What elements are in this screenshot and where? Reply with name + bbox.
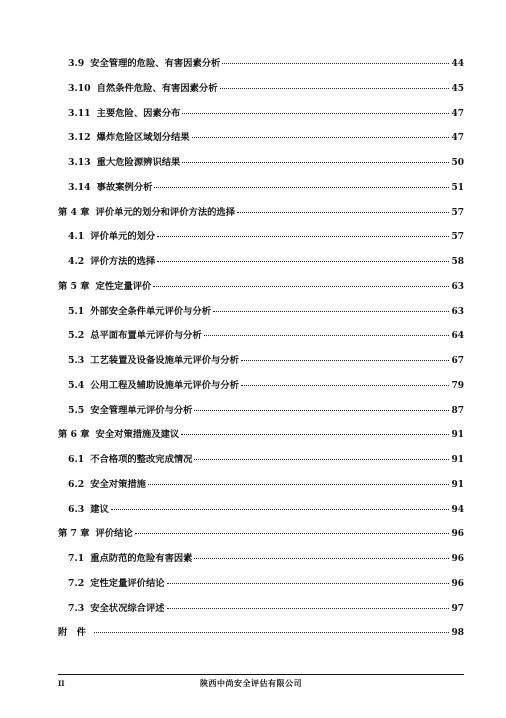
toc-dot-leader [153, 286, 449, 287]
toc-entry-page: 96 [451, 554, 464, 564]
toc-dot-leader [181, 434, 449, 435]
toc-entry-number: 3.10 [68, 82, 91, 94]
toc-entry-title: 重点防范的危险有害因素 [90, 553, 193, 564]
toc-dot-leader [167, 583, 450, 584]
toc-section-entry[interactable] [58, 547, 464, 572]
toc-dot-leader [194, 558, 449, 559]
toc-entry-page: 97 [451, 603, 464, 614]
toc-entry-number: 5.1 [68, 305, 85, 317]
toc-entry-page: 94 [451, 504, 464, 515]
toc-entry-title: 定性定量评价 [95, 280, 152, 292]
toc-section-entry[interactable] [58, 597, 464, 622]
toc-entry-number: 第 4 章 [58, 206, 90, 218]
toc-section-entry[interactable] [58, 572, 464, 597]
toc-dot-leader [154, 187, 449, 188]
footer-page-number: II [58, 679, 65, 688]
toc-dot-leader [182, 162, 449, 163]
toc-entry-number: 7.1 [68, 553, 85, 564]
toc-section-entry[interactable] [58, 176, 464, 201]
toc-entry-title: 建议 [90, 503, 109, 515]
toc-section-entry[interactable] [58, 126, 464, 151]
toc-entry-number: 5.5 [68, 404, 85, 416]
toc-entry-page: 64 [451, 331, 464, 342]
toc-entry-number: 5.4 [68, 379, 85, 391]
footer-rule [58, 674, 464, 675]
toc-entry-page: 57 [451, 232, 464, 243]
toc-dot-leader [182, 113, 449, 114]
toc-entry-number: 7.3 [68, 602, 85, 614]
toc-chapter-entry[interactable] [58, 201, 464, 226]
toc-entry-title: 主要危险、因素分布 [96, 107, 181, 119]
toc-entry-page: 50 [451, 158, 464, 168]
toc-section-entry[interactable] [58, 324, 464, 349]
toc-entry-number: 第 7 章 [58, 528, 90, 540]
toc-entry-page: 91 [451, 479, 464, 490]
toc-entry-number: 3.14 [68, 181, 91, 193]
toc-entry-title: 安全对策措施及建议 [95, 429, 180, 441]
toc-entry-number: 第 6 章 [58, 429, 90, 441]
toc-entry-title: 评价单元的划分和评价方法的选择 [95, 206, 236, 218]
toc-dot-leader [237, 212, 449, 213]
toc-entry-page: 45 [451, 83, 464, 94]
toc-entry-title: 评价方法的选择 [90, 256, 156, 267]
toc-entry-page: 47 [451, 108, 464, 119]
toc-entry-page: 51 [451, 182, 464, 193]
toc-entry-title: 事故案例分析 [96, 181, 153, 193]
toc-chapter-entry[interactable] [58, 621, 464, 646]
toc-dot-leader [241, 385, 450, 386]
toc-entry-page: 44 [451, 59, 464, 69]
toc-entry-number: 4.1 [68, 231, 85, 243]
toc-section-entry[interactable] [58, 77, 464, 102]
toc-dot-leader [135, 533, 450, 534]
toc-entry-page: 67 [451, 356, 464, 366]
toc-entry-number: 第 5 章 [58, 280, 90, 292]
toc-entry-title: 自然条件危险、有害因素分析 [96, 82, 218, 94]
toc-entry-page: 96 [451, 578, 464, 589]
toc-entry-page: 96 [451, 529, 464, 540]
toc-dot-leader [167, 608, 450, 609]
toc-entry-number: 3.11 [68, 107, 91, 119]
toc-entry-title: 外部安全条件单元评价与分析 [90, 305, 212, 317]
toc-section-entry[interactable] [58, 151, 464, 176]
toc-entry-page: 79 [451, 380, 464, 391]
toc-entry-page: 98 [451, 628, 464, 639]
toc-entry-number: 5.2 [68, 330, 85, 342]
toc-entry-title: 工艺装置及设备设施单元评价与分析 [90, 355, 239, 366]
toc-section-entry[interactable] [58, 225, 464, 250]
toc-entry-title: 评价结论 [95, 528, 133, 540]
toc-entry-number: 5.3 [68, 355, 85, 366]
toc-dot-leader [157, 261, 449, 262]
toc-entry-page: 91 [451, 430, 464, 441]
toc-section-entry[interactable] [58, 52, 464, 77]
toc-section-entry[interactable] [58, 300, 464, 325]
toc-section-entry[interactable] [58, 473, 464, 498]
toc-chapter-entry[interactable] [58, 423, 464, 448]
toc-dot-leader [148, 484, 449, 485]
toc-dot-leader [194, 459, 449, 460]
toc-entry-title: 公用工程及辅助设施单元评价与分析 [90, 379, 239, 391]
toc-section-entry[interactable] [58, 399, 464, 424]
toc-entry-page: 63 [451, 281, 464, 292]
footer-company-name: 陕西中尚安全评估有限公司 [200, 678, 302, 688]
toc-dot-leader [222, 63, 449, 64]
toc-entry-number: 6.2 [68, 478, 85, 490]
toc-entry-page: 57 [451, 207, 464, 218]
toc-entry-number: 6.3 [68, 503, 85, 515]
toc-section-entry[interactable] [58, 102, 464, 127]
toc-chapter-entry[interactable] [58, 522, 464, 547]
toc-entry-title: 安全对策措施 [90, 478, 146, 490]
table-of-contents [58, 52, 464, 646]
toc-section-entry[interactable] [58, 498, 464, 523]
toc-entry-title: 总平面布置单元评价与分析 [90, 330, 202, 342]
toc-dot-leader [220, 88, 450, 89]
toc-entry-title: 安全状况综合评述 [90, 602, 165, 614]
toc-entry-page: 63 [451, 306, 464, 317]
toc-entry-title: 不合格项的整改完成情况 [90, 454, 193, 465]
toc-entry-page: 87 [451, 405, 464, 416]
toc-entry-number: 6.1 [68, 454, 85, 465]
toc-entry-title: 爆炸危险区域划分结果 [96, 132, 190, 144]
toc-dot-leader [204, 335, 450, 336]
toc-section-entry[interactable] [58, 349, 464, 374]
toc-entry-number: 4.2 [68, 256, 85, 267]
toc-entry-page: 91 [451, 455, 464, 465]
toc-dot-leader [111, 509, 450, 510]
toc-entry-number: 3.9 [68, 58, 85, 69]
toc-dot-leader [157, 236, 449, 237]
toc-chapter-entry[interactable] [58, 275, 464, 300]
toc-entry-title: 定性定量评价结论 [90, 577, 165, 589]
toc-entry-number: 3.12 [68, 132, 91, 144]
toc-dot-leader [194, 410, 449, 411]
toc-section-entry[interactable] [58, 250, 464, 275]
toc-dot-leader [94, 632, 450, 633]
toc-entry-number: 7.2 [68, 577, 85, 589]
toc-section-entry[interactable] [58, 374, 464, 399]
toc-entry-title: 安全管理单元评价与分析 [90, 404, 193, 416]
toc-entry-title: 评价单元的划分 [90, 231, 156, 243]
toc-entry-number: 3.13 [68, 157, 91, 168]
toc-dot-leader [192, 137, 450, 138]
toc-entry-title: 安全管理的危险、有害因素分析 [90, 58, 221, 69]
toc-dot-leader [213, 311, 449, 312]
toc-entry-number: 附 件 [58, 627, 86, 639]
toc-entry-page: 58 [451, 257, 464, 267]
toc-entry-page: 47 [451, 133, 464, 144]
toc-section-entry[interactable] [58, 448, 464, 473]
toc-dot-leader [241, 360, 450, 361]
toc-entry-title: 重大危险源辨识结果 [96, 157, 181, 168]
